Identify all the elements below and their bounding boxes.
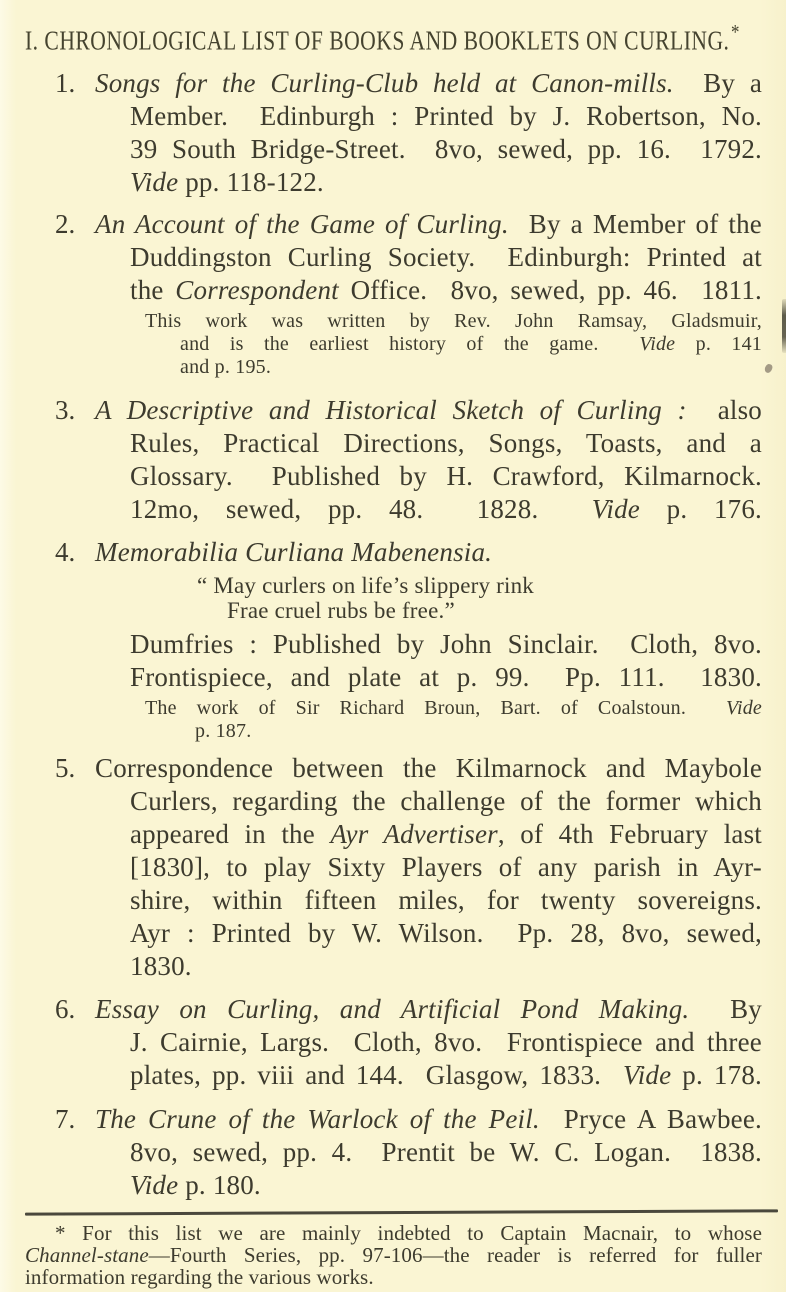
text-line <box>130 274 762 307</box>
roman-text: 12mo, sewed, pp. 48. 1828. <box>130 494 592 524</box>
italic-text: The Crune of the Warlock of the Peil. <box>95 1104 540 1134</box>
text-line <box>55 1222 762 1244</box>
roman-text: The work of Sir Richard Broun, Bart. of Coalstoun. <box>145 697 727 719</box>
text-line <box>130 661 762 694</box>
text-line <box>95 67 762 100</box>
roman-text: Correspondence between the Kilmarnock and Maybole <box>95 753 762 783</box>
italic-text: Channel-stane <box>25 1243 149 1267</box>
italic-text: Essay on Curling, and Artificial Pond Making. <box>95 994 690 1024</box>
text-line <box>130 166 762 199</box>
roman-text: appeared in the <box>130 819 331 849</box>
text-line <box>130 818 762 851</box>
roman-text: and p. 195. <box>180 356 272 378</box>
text-line <box>130 628 762 661</box>
text-line <box>25 1244 762 1266</box>
text-line <box>130 133 762 166</box>
italic-text: Vide <box>639 333 676 355</box>
roman-text: By a Member of the <box>508 209 762 239</box>
bibliography-entry <box>25 1103 762 1202</box>
bibliography-entry <box>25 536 762 743</box>
roman-text: pp. 118-122. <box>178 167 324 197</box>
roman-text: Member. Edinburgh : Printed by J. Robertson, No. <box>130 101 762 131</box>
italic-text: Ayr Advertiser <box>330 819 498 849</box>
roman-text: Dumfries : Published by John Sinclair. Cloth, 8vo. <box>130 629 762 659</box>
italic-text: Vide <box>130 1170 179 1200</box>
italic-text: Memorabilia Curliana Mabenensia. <box>95 537 493 567</box>
text-line <box>130 917 762 950</box>
italic-text: An Account of the Game of Curling. <box>95 209 509 239</box>
roman-text: Rules, Practical Directions, Songs, Toasts, and a <box>130 428 762 458</box>
text-line <box>130 241 762 274</box>
italic-text: Correspondent <box>175 275 339 305</box>
bibliography-entry <box>25 993 762 1092</box>
entry-number: 7. <box>55 1104 76 1134</box>
roman-text: By <box>689 994 763 1024</box>
text-line <box>130 1169 762 1202</box>
roman-text: p. 141 <box>675 333 762 355</box>
roman-text: also <box>686 395 762 425</box>
roman-text: p. 176. <box>639 494 762 524</box>
roman-text: Office. 8vo, sewed, pp. 46. 1811. <box>338 275 762 305</box>
bibliography-entry <box>25 208 762 379</box>
roman-text: Duddingston Curling Society. Edinburgh: Printed at <box>130 242 762 272</box>
roman-text: the <box>130 275 176 305</box>
text-line <box>130 851 762 884</box>
text-line <box>130 1136 762 1169</box>
roman-text: shire, within fifteen miles, for twenty sovereigns. <box>130 885 762 915</box>
roman-text: Curlers, regarding the challenge of the former which <box>130 786 762 816</box>
roman-text: Frontispiece, and plate at p. 99. Pp. 111. 1830. <box>130 662 762 692</box>
text-line <box>195 720 762 743</box>
roman-text: information regarding the various works. <box>25 1265 374 1289</box>
text-line <box>130 427 762 460</box>
footnote-asterisk-marker: * <box>731 20 740 44</box>
roman-text: p. 180. <box>178 1170 261 1200</box>
roman-text: p. 187. <box>195 720 252 742</box>
roman-text: J. Cairnie, Largs. Cloth, 8vo. Frontispiece and three <box>130 1027 762 1057</box>
scan-edge-artifact <box>782 299 786 353</box>
text-line <box>95 208 762 241</box>
scan-speck-artifact <box>764 363 774 374</box>
roman-text: plates, pp. viii and 144. Glasgow, 1833. <box>130 1060 624 1090</box>
entry-number: 4. <box>55 537 76 567</box>
title-label: I. CHRONOLOGICAL LIST OF BOOKS AND BOOKLETS ON CURLING. <box>25 25 730 56</box>
text-line <box>197 573 762 598</box>
italic-text: Vide <box>623 1060 672 1090</box>
roman-text: —Fourth Series, pp. 97-106—the reader is referred for fuller <box>148 1243 762 1267</box>
italic-text: Vide <box>130 167 179 197</box>
italic-text: Vide <box>726 697 762 719</box>
italic-text: Songs for the Curling-Club held at Canon-mills. <box>95 68 674 98</box>
page-title-text <box>25 20 740 57</box>
italic-text: A Descriptive and Historical Sketch of Curling : <box>95 395 687 425</box>
text-line <box>180 356 762 379</box>
roman-text: This work was written by Rev. John Ramsay, Gladsmuir, <box>145 310 762 332</box>
roman-text: [1830], to play Sixty Players of any parish in Ayr- <box>130 852 762 882</box>
roman-text: , of 4th February last <box>497 819 762 849</box>
text-line <box>130 884 762 917</box>
roman-text: 39 South Bridge-Street. 8vo, sewed, pp. 16. 1792. <box>130 134 762 164</box>
text-line <box>25 1266 762 1288</box>
page-title <box>25 20 762 54</box>
text-line <box>130 950 762 983</box>
roman-text: and is the earliest history of the game. <box>180 333 640 355</box>
roman-text: By a <box>673 68 762 98</box>
entry-number: 1. <box>55 68 76 98</box>
text-line <box>130 1059 762 1092</box>
text-line <box>95 536 762 569</box>
page-content <box>25 0 762 1288</box>
roman-text: Ayr : Printed by W. Wilson. Pp. 28, 8vo, sewed, <box>130 918 762 948</box>
entry-number: 6. <box>55 994 76 1024</box>
roman-text: 8vo, sewed, pp. 4. Prentit be W. C. Logan. 1838. <box>130 1137 762 1167</box>
text-line <box>145 697 762 720</box>
bibliography-entry <box>25 67 762 199</box>
text-line <box>130 460 762 493</box>
text-line <box>95 1103 762 1136</box>
text-line <box>95 993 762 1026</box>
text-line <box>130 785 762 818</box>
text-line <box>95 394 762 427</box>
roman-text: Glossary. Published by H. Crawford, Kilmarnock. <box>130 461 762 491</box>
entry-number: 2. <box>55 209 76 239</box>
bibliography-entry <box>25 752 762 983</box>
roman-text: p. 178. <box>671 1060 762 1090</box>
italic-text: Vide <box>591 494 640 524</box>
bibliography-list <box>25 67 762 1202</box>
footnote <box>25 1222 762 1288</box>
roman-text: Frae cruel rubs be free.” <box>227 598 455 623</box>
roman-text: Pryce A Bawbee. <box>539 1104 762 1134</box>
footnote-rule <box>25 1209 778 1215</box>
bibliography-entry <box>25 394 762 526</box>
text-line <box>130 1026 762 1059</box>
text-line <box>130 100 762 133</box>
text-line <box>227 598 762 623</box>
roman-text: 1830. <box>130 951 192 981</box>
text-line <box>130 493 762 526</box>
roman-text: * For this list we are mainly indebted to Captain Macnair, to whose <box>55 1221 762 1245</box>
entry-number: 3. <box>55 395 76 425</box>
entry-number: 5. <box>55 753 76 783</box>
text-line <box>145 310 762 333</box>
text-line <box>180 333 762 356</box>
text-line <box>95 752 762 785</box>
roman-text: “ May curlers on life’s slippery rink <box>197 573 534 598</box>
